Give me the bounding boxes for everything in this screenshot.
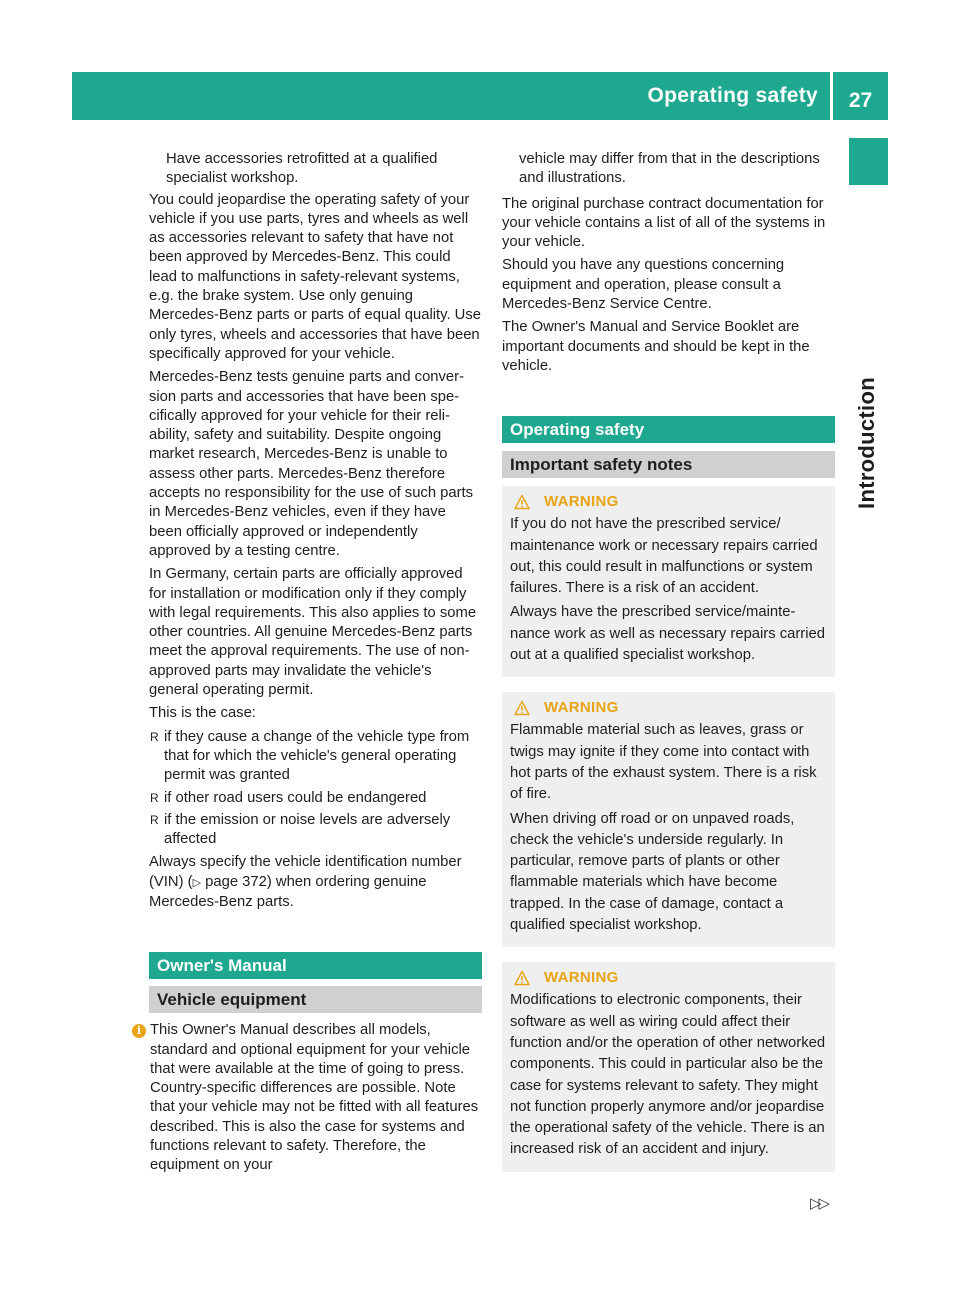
warning-title xyxy=(510,969,827,986)
warning-label: WARNING xyxy=(544,969,619,987)
warning-title xyxy=(510,699,827,716)
bullet-mark: R xyxy=(150,812,159,827)
page-reference-arrow-icon[interactable]: ▷ xyxy=(192,876,202,889)
chapter-side-label xyxy=(847,350,887,550)
bullet-list xyxy=(149,728,482,850)
subheading-vehicle-equipment: Vehicle equipment xyxy=(149,986,482,1013)
chapter-label: Introduction xyxy=(854,377,879,509)
vin-paragraph xyxy=(149,853,482,912)
paragraph: Should you have any questions concerning equipment and operation, please consult a Mercedes-Benz Service Centre. xyxy=(502,257,785,313)
paragraph: In Germany, certain parts are officially approved for installation or modification only if they comply with legal requirements. This also applies to some other countries. All genuine Mercedes-Benz parts meet the approval requirements. The use of non-approved parts may invalidate the vehicle's general operating permit. xyxy=(149,566,477,699)
list-item-text: if they cause a change of the vehicle type from that for which the vehicle's general operating permit was granted xyxy=(164,728,470,784)
list-item xyxy=(149,811,482,850)
paragraph: The original purchase contract documentation for your vehicle contains a list of all of the systems in your vehicle. xyxy=(502,195,826,251)
warning-triangle-icon xyxy=(514,700,530,716)
subheading-important-safety-notes: Important safety notes xyxy=(502,451,835,478)
header-bar xyxy=(72,72,830,120)
right-column xyxy=(502,150,835,1172)
warning-text: Modifications to electronic components, their software as well as wiring could affect their function and/or the operation of other networked components. This could in particular also be the case for systems relevant to safety. They might not function properly anymore and/or jeopardise the operational safety of the vehicle. There is an increased risk of an accident and injury. xyxy=(510,992,826,1158)
warning-label: WARNING xyxy=(544,699,619,717)
paragraph: This is the case: xyxy=(149,705,256,722)
paragraph: The Owner's Manual and Service Booklet are important documents and should be kept in the vehicle. xyxy=(502,319,810,374)
chapter-tab-marker xyxy=(849,138,888,185)
warning-triangle-icon xyxy=(514,494,530,510)
section-heading-operating-safety: Operating safety xyxy=(502,416,835,443)
continued-indent-text: vehicle may differ from that in the descriptions and illustrations. xyxy=(519,151,820,187)
paragraph: Mercedes-Benz tests genuine parts and conversion parts and accessories that have been specifically approved for your vehicle for their reliability, safety and suitability. Despite ongoing market research, Mercedes-Benz is unable to assess other parts. Mercedes-Benz therefore accepts no responsibility for the use of such parts in Mercedes-Benz vehicles, even if they have been officially approved or independently approved by a testing centre. xyxy=(149,369,474,559)
list-item-text: if the emission or noise levels are adversely affected xyxy=(164,811,451,848)
warning-triangle-icon xyxy=(514,970,530,986)
info-icon: i xyxy=(132,1024,146,1038)
warning-title xyxy=(510,493,827,510)
list-item xyxy=(149,728,482,786)
list-item xyxy=(149,789,482,808)
bullet-mark: R xyxy=(150,729,159,744)
warning-text: Flammable material such as leaves, grass or twigs may ignite if they come into contact with hot parts of the exhaust system. There is a risk of fire. xyxy=(510,722,817,803)
info-text: This Owner's Manual describes all models, standard and optional equipment for your vehicle that were available at the time of going to press. Country-specific differences are possible. Note that your vehicle may not be fitted with all features described. This is also the case for systems and functions relevant to safety. Therefore, the equipment on your xyxy=(150,1022,479,1174)
page-title: Operating safety xyxy=(647,84,818,107)
paragraph: You could jeopardise the operating safety of your vehicle if you use parts, tyres and wheels as well as accessories relevant to safety that have not been approved by Mercedes-Benz. This could lead to malfunctions in safety-relevant systems, e.g. the brake system. Use only genuing Mercedes-Benz parts or parts of equal quality. Use only tyres, wheels and accessories that have been specifically approved for your vehicle. xyxy=(149,191,481,362)
left-column xyxy=(136,150,482,1180)
warning-text: Always have the prescribed service/maintenance work as well as necessary repairs carried out at a qualified specialist workshop. xyxy=(510,604,825,664)
warning-text: If you do not have the prescribed service/ maintenance work or necessary repairs carried out, this could result in malfunctions or system failures. There is a risk of an accident. xyxy=(510,516,818,597)
continued-next-page-icon: ▷▷ xyxy=(810,1195,828,1212)
bullet-mark: R xyxy=(150,790,159,805)
warning-label: WARNING xyxy=(544,493,619,511)
info-note xyxy=(132,1021,482,1179)
warning-box xyxy=(502,962,835,1171)
warning-box xyxy=(502,486,835,677)
warning-text: When driving off road or on unpaved roads, check the vehicle's underside regularly. In particular, remove parts of plants or other flammable materials which have become trapped. In the case of damage, contact a qualified specialist workshop. xyxy=(510,810,795,934)
page-number: 27 xyxy=(833,72,888,120)
intro-indent-text: Have accessories retrofitted at a qualified specialist workshop. xyxy=(166,151,438,187)
vin-text: Always specify the vehicle identification number (VIN) ( xyxy=(149,854,462,890)
warning-box xyxy=(502,692,835,947)
vin-text: page 372) when ordering genuine Mercedes-Benz parts. xyxy=(149,873,427,910)
list-item-text: if other road users could be endangered xyxy=(164,789,427,806)
section-heading-owners-manual: Owner's Manual xyxy=(149,952,482,979)
